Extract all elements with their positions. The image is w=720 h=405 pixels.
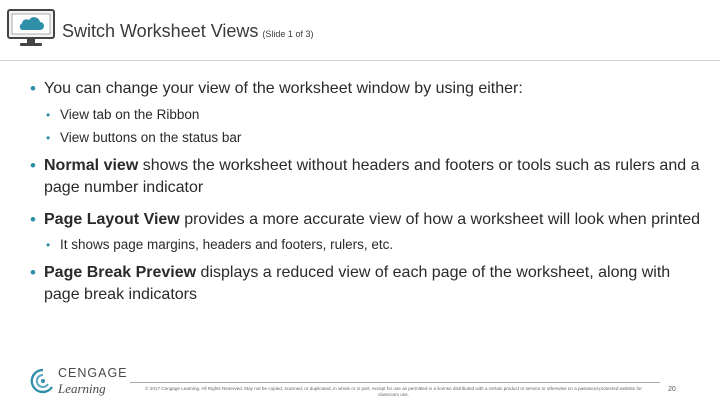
cengage-logo-icon [30, 368, 56, 394]
sub-bullet-text: View buttons on the status bar [60, 130, 242, 145]
slide-title [62, 21, 313, 42]
sub-bullet-item [30, 106, 700, 124]
copyright-notice: © 2017 Cengage Learning. All Rights Reserved. May not be copied, scanned, or duplicated, in whole or in part, except for use as permitted in a license distributed with a certain product or service or otherwise on a password-protected website for classroom use. [145, 386, 642, 397]
bullet-text: displays a reduced view of each page of the worksheet, along with page break indicators [44, 264, 671, 303]
bullet-term: Normal view [44, 157, 139, 174]
sub-bullet-text: View tab on the Ribbon [60, 107, 200, 122]
bullet-item [30, 78, 700, 100]
bullet-item [30, 262, 700, 306]
footer-divider [130, 382, 660, 383]
bullet-text: shows the worksheet without headers and footers or tools such as rulers and a page number indicator [44, 157, 700, 196]
bullet-text: You can change your view of the worksheet window by using either: [44, 80, 523, 97]
slide-title-text: Switch Worksheet Views [62, 21, 259, 41]
bullet-item [30, 209, 700, 231]
bullet-term: Page Layout View [44, 211, 180, 228]
sub-bullet-item [30, 236, 700, 254]
logo-text-cengage: CENGAGE [58, 366, 128, 380]
slide-body [30, 78, 700, 306]
monitor-cloud-icon [6, 8, 56, 48]
bullet-term: Page Break Preview [44, 264, 197, 281]
logo-text-learning: Learning [58, 381, 106, 396]
sub-bullet-text: It shows page margins, headers and footers, rulers, etc. [60, 237, 394, 252]
header-divider [0, 60, 720, 61]
bullet-text: provides a more accurate view of how a worksheet will look when printed [179, 211, 700, 228]
sub-bullet-item [30, 129, 700, 147]
slide-subtitle: (Slide 1 of 3) [262, 29, 314, 39]
page-number: 20 [668, 386, 676, 393]
bullet-item [30, 155, 700, 199]
cengage-logo [30, 366, 130, 400]
